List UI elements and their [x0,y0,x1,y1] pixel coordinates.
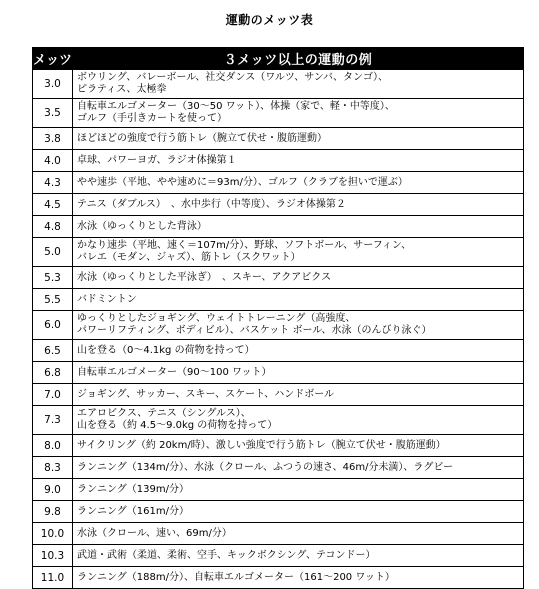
mets-value-cell: 7.3 [33,406,73,435]
activity-cell [73,545,524,567]
activity-line: テニス（ダブルス） 、水中歩行（中等度）、ラジオ体操第２ [77,198,346,210]
activity-line: ピラティス、太極拳 [77,84,167,95]
activity-cell [73,435,524,457]
activity-line: エアロビクス、テニス（シングルス）、 [77,408,251,419]
activity-cell [73,267,524,289]
activity-line: かなり速歩（平地、速く＝107m/分）、野球、ソフトボール、サーフィン、 [77,240,412,251]
table-row [33,362,524,384]
activity-line: ランニング（139m/分） [77,483,189,495]
activity-cell [73,70,524,99]
mets-value-cell: 5.3 [33,267,73,289]
table-row [33,216,524,238]
mets-value-cell: 10.3 [33,545,73,567]
table-row [33,238,524,267]
activity-line: ランニング（188m/分）、自転車エルゴメーター（161～200 ワット） [77,571,395,583]
activity-line: 水泳（クロール、速い、69m/分） [77,527,232,539]
table-row [33,479,524,501]
table-row [33,523,524,545]
activity-cell [73,406,524,435]
mets-value-cell: 10.0 [33,523,73,545]
activity-cell [73,194,524,216]
activity-cell [73,340,524,362]
mets-value-cell: 7.0 [33,384,73,406]
mets-value-cell: 4.0 [33,150,73,172]
activity-cell [73,216,524,238]
mets-value-cell: 4.5 [33,194,73,216]
column-header-mets: メッツ [33,48,73,70]
activity-cell [73,567,524,589]
activity-cell [73,523,524,545]
column-header-example: ３メッツ以上の運動の例 [73,48,524,70]
table-row [33,70,524,99]
mets-value-cell: 8.0 [33,435,73,457]
activity-line: ランニング（134m/分）、水泳（クロール、ふつうの速さ、46m/分未満）、ラグビー [77,461,454,473]
activity-line: 水泳（ゆっくりとした平泳ぎ） 、スキー、アクアビクス [77,271,332,283]
activity-cell [73,311,524,340]
activity-line: サイクリング（約 20km/時）、激しい強度で行う筋トレ（腕立て伏せ・腹筋運動） [77,439,446,451]
mets-value-cell: 8.3 [33,457,73,479]
table-row [33,340,524,362]
activity-cell [73,128,524,150]
activity-line: 水泳（ゆっくりとした背泳） [77,220,207,232]
table-row [33,545,524,567]
table-row [33,457,524,479]
activity-line: 山を登る（約 4.5～9.0kg の荷物を持って） [77,420,278,431]
activity-cell [73,501,524,523]
mets-value-cell: 3.8 [33,128,73,150]
mets-value-cell: 3.0 [33,70,73,99]
table-row [33,311,524,340]
table-row [33,501,524,523]
activity-line: 卓球、パワーヨガ、ラジオ体操第１ [77,154,237,166]
activity-line: 山を登る（0～4.1kg の荷物を持って） [77,344,255,356]
activity-cell [73,150,524,172]
table-row [33,567,524,589]
activity-cell [73,172,524,194]
activity-line: やや速歩（平地、やや速めに＝93m/分）、ゴルフ（クラブを担いで運ぶ） [77,176,408,188]
table-row [33,406,524,435]
table-row [33,99,524,128]
table-row [33,289,524,311]
mets-value-cell: 5.0 [33,238,73,267]
activity-line: ボウリング、バレーボール、社交ダンス（ワルツ、サンバ、タンゴ）、 [77,72,388,83]
table-row [33,194,524,216]
mets-value-cell: 9.0 [33,479,73,501]
activity-cell [73,238,524,267]
activity-cell [73,99,524,128]
activity-cell [73,479,524,501]
mets-value-cell: 4.3 [33,172,73,194]
activity-line: ジョギング、サッカー、スキー、スケート、ハンドボール [77,388,334,400]
activity-line: ランニング（161m/分） [77,505,189,517]
table-row [33,172,524,194]
mets-value-cell: 6.5 [33,340,73,362]
mets-value-cell: 4.8 [33,216,73,238]
activity-line: バレエ（モダン、ジャズ）、筋トレ（スクワット） [77,252,301,263]
table-row [33,150,524,172]
mets-value-cell: 3.5 [33,99,73,128]
page-title: 運動のメッツ表 [225,13,314,27]
mets-value-cell: 6.0 [33,311,73,340]
activity-cell [73,457,524,479]
table-row [33,384,524,406]
mets-value-cell: 6.8 [33,362,73,384]
activity-cell [73,384,524,406]
table-row [33,128,524,150]
activity-line: バドミントン [77,293,137,305]
mets-value-cell: 5.5 [33,289,73,311]
activity-line: 武道・武術（柔道、柔術、空手、キックボクシング、テコンドー） [77,549,376,561]
table-header-row [33,48,524,70]
activity-line: ゴルフ（手引きカートを使って） [77,113,227,124]
activity-line: パワーリフティング、ボディビル）、バスケット ボール、水泳（のんびり泳ぐ） [77,325,432,336]
table-row [33,267,524,289]
mets-value-cell: 11.0 [33,567,73,589]
mets-table [32,47,524,589]
activity-line: 自転車エルゴメーター（90～100 ワット） [77,366,272,378]
table-row [33,435,524,457]
activity-line: ほどほどの強度で行う筋トレ（腕立て伏せ・腹筋運動） [77,132,327,144]
mets-value-cell: 9.8 [33,501,73,523]
activity-line: 自転車エルゴメーター（30～50 ワット）、体操（家で、軽・中等度）、 [77,101,395,112]
table-body [33,70,524,589]
activity-cell [73,362,524,384]
activity-cell [73,289,524,311]
activity-line: ゆっくりとしたジョギング、ウェイトトレーニング（高強度、 [77,313,356,324]
